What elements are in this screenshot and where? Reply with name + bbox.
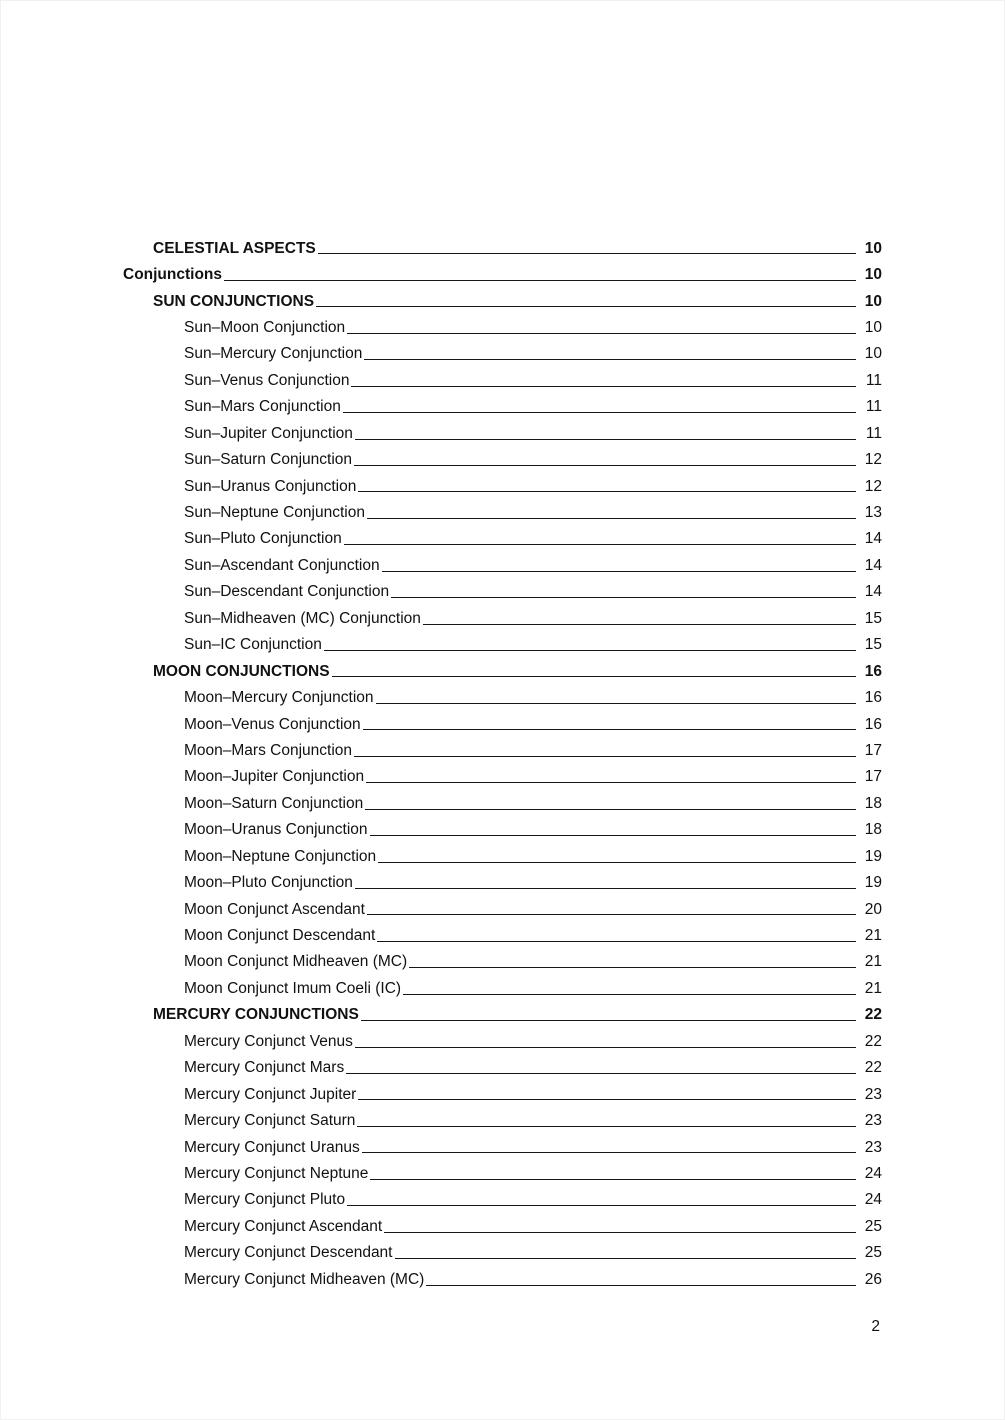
- toc-entry[interactable]: [123, 1209, 882, 1235]
- toc-leader-line: [355, 888, 856, 889]
- toc-leader-line: [423, 624, 856, 625]
- toc-entry-label: Moon–Neptune Conjunction: [184, 847, 377, 865]
- toc-entry[interactable]: [123, 284, 882, 310]
- toc-leader-line: [367, 914, 856, 915]
- toc-page-number: 23: [864, 1112, 882, 1130]
- toc-leader-line: [363, 729, 856, 730]
- toc-entry-label: MERCURY CONJUNCTIONS: [153, 1006, 359, 1024]
- toc-leader-line: [370, 835, 856, 836]
- toc-page-number: 13: [864, 504, 882, 521]
- toc-leader-line: [343, 412, 856, 413]
- toc-entry[interactable]: [123, 733, 882, 759]
- toc-page-number: 12: [864, 477, 882, 495]
- toc-page-number: 10: [864, 318, 882, 336]
- toc-entry-label: Sun–Jupiter Conjunction: [184, 424, 353, 442]
- toc-entry-label: Moon Conjunct Midheaven (MC): [184, 953, 408, 971]
- toc-entry-label: Conjunctions: [123, 266, 223, 284]
- toc-entry-label: Sun–Neptune Conjunction: [184, 504, 365, 521]
- toc-entry-label: Mercury Conjunct Ascendant: [184, 1217, 383, 1235]
- toc-page-number: 10: [864, 292, 882, 310]
- toc-entry[interactable]: [123, 548, 882, 574]
- toc-leader-line: [355, 439, 856, 440]
- toc-page-number: 16: [864, 689, 882, 707]
- toc-leader-line: [332, 676, 856, 677]
- toc-entry[interactable]: [123, 1103, 882, 1129]
- toc-entry[interactable]: [123, 786, 882, 812]
- toc-page-number: 14: [864, 530, 882, 548]
- toc-page-number: 25: [864, 1244, 882, 1262]
- toc-entry-label: Mercury Conjunct Neptune: [184, 1164, 369, 1182]
- toc-page-number: 21: [864, 927, 882, 944]
- toc-entry-label: Sun–Uranus Conjunction: [184, 477, 357, 495]
- toc-page-number: 19: [864, 847, 882, 865]
- toc-page-number: 18: [864, 821, 882, 839]
- toc-page-number: 14: [864, 583, 882, 601]
- toc-entry[interactable]: [123, 1156, 882, 1182]
- page-number: 2: [871, 1318, 880, 1335]
- toc-leader-line: [224, 280, 856, 281]
- toc-entry[interactable]: [123, 680, 882, 706]
- toc-page-number: 10: [864, 239, 882, 257]
- toc-leader-line: [366, 782, 856, 783]
- toc-page-number: 22: [864, 1032, 882, 1050]
- toc-leader-line: [426, 1285, 856, 1286]
- toc-entry[interactable]: [123, 337, 882, 363]
- toc-entry[interactable]: [123, 1183, 882, 1209]
- toc-leader-line: [395, 1258, 857, 1259]
- toc-page-number: 16: [864, 715, 882, 733]
- toc-entry-label: MOON CONJUNCTIONS: [153, 662, 330, 680]
- toc-leader-line: [318, 253, 856, 254]
- toc-entry[interactable]: [123, 257, 882, 283]
- toc-page-number: 15: [864, 636, 882, 654]
- toc-leader-line: [316, 306, 856, 307]
- toc-entry-label: Moon–Jupiter Conjunction: [184, 768, 365, 786]
- toc-page-number: 15: [864, 609, 882, 627]
- toc-entry[interactable]: [123, 945, 882, 971]
- toc-page-number: 21: [864, 979, 882, 997]
- toc-entry[interactable]: [123, 1130, 882, 1156]
- toc-leader-line: [391, 597, 856, 598]
- toc-page-number: 14: [864, 556, 882, 574]
- toc-entry-label: Mercury Conjunct Venus: [184, 1032, 353, 1050]
- toc-entry-label: Sun–Ascendant Conjunction: [184, 556, 380, 574]
- toc-leader-line: [361, 1020, 856, 1021]
- toc-entry[interactable]: [123, 390, 882, 416]
- toc-page-number: 23: [864, 1138, 882, 1156]
- toc-page-number: 19: [864, 874, 882, 892]
- toc-entry[interactable]: [123, 998, 882, 1024]
- toc-leader-line: [365, 809, 856, 810]
- toc-leader-line: [351, 386, 856, 387]
- toc-entry[interactable]: [123, 971, 882, 997]
- toc-entry-label: Mercury Conjunct Saturn: [184, 1112, 356, 1130]
- toc-entry-label: Mercury Conjunct Pluto: [184, 1191, 346, 1209]
- toc-leader-line: [376, 703, 856, 704]
- toc-page-number: 24: [864, 1191, 882, 1209]
- toc-page-number: 10: [864, 345, 882, 363]
- toc-entry-label: Moon–Uranus Conjunction: [184, 821, 368, 839]
- toc-entry-label: Moon–Mercury Conjunction: [184, 689, 374, 707]
- toc-entry[interactable]: [123, 495, 882, 521]
- toc-page-number: 22: [864, 1006, 882, 1024]
- toc-entry[interactable]: [123, 1051, 882, 1077]
- toc-leader-line: [344, 544, 856, 545]
- toc-leader-line: [354, 756, 856, 757]
- toc-entry-label: CELESTIAL ASPECTS: [153, 239, 316, 257]
- toc-page-number: 26: [864, 1270, 882, 1288]
- toc-entry-label: Sun–IC Conjunction: [184, 636, 322, 654]
- toc-entry-label: Moon Conjunct Descendant: [184, 927, 376, 944]
- toc-list: [123, 231, 882, 1289]
- toc-leader-line: [357, 1126, 856, 1127]
- toc-entry-label: Mercury Conjunct Midheaven (MC): [184, 1270, 425, 1288]
- toc-entry[interactable]: [123, 1262, 882, 1288]
- toc-page-number: 20: [864, 900, 882, 918]
- toc-entry-label: Moon–Pluto Conjunction: [184, 874, 353, 892]
- toc-page-number: 11: [865, 424, 882, 442]
- toc-entry[interactable]: [123, 363, 882, 389]
- toc-page-number: 17: [864, 768, 882, 786]
- toc-page-number: 21: [864, 953, 882, 971]
- toc-leader-line: [384, 1232, 856, 1233]
- toc-leader-line: [347, 1205, 856, 1206]
- toc-page-number: 12: [864, 451, 882, 469]
- toc-entry-label: Sun–Pluto Conjunction: [184, 530, 342, 548]
- toc-entry[interactable]: [123, 628, 882, 654]
- toc-leader-line: [354, 465, 856, 466]
- toc-entry[interactable]: [123, 1077, 882, 1103]
- toc-entry-label: Moon–Venus Conjunction: [184, 715, 361, 733]
- toc-entry-label: Moon–Saturn Conjunction: [184, 794, 364, 812]
- toc-leader-line: [355, 1047, 856, 1048]
- toc-page-number: 17: [864, 741, 882, 759]
- toc-entry[interactable]: [123, 1236, 882, 1262]
- toc-leader-line: [403, 994, 856, 995]
- toc-leader-line: [378, 862, 856, 863]
- toc-entry[interactable]: [123, 575, 882, 601]
- toc-entry[interactable]: [123, 707, 882, 733]
- toc-entry-label: Moon–Mars Conjunction: [184, 741, 353, 759]
- toc-entry[interactable]: [123, 310, 882, 336]
- toc-leader-line: [358, 1099, 856, 1100]
- toc-entry-label: Sun–Descendant Conjunction: [184, 583, 390, 601]
- toc-page-number: 11: [865, 371, 882, 389]
- toc-entry-label: Sun–Midheaven (MC) Conjunction: [184, 609, 421, 627]
- toc-entry-label: Mercury Conjunct Uranus: [184, 1138, 360, 1156]
- toc-entry[interactable]: [123, 1024, 882, 1050]
- toc-entry-label: Sun–Moon Conjunction: [184, 318, 346, 336]
- toc-leader-line: [347, 333, 856, 334]
- toc-entry[interactable]: [123, 918, 882, 944]
- toc-leader-line: [358, 491, 856, 492]
- toc-leader-line: [362, 1152, 856, 1153]
- toc-leader-line: [370, 1179, 856, 1180]
- toc-entry[interactable]: [123, 416, 882, 442]
- toc-entry-label: Sun–Mercury Conjunction: [184, 345, 363, 363]
- toc-entry[interactable]: [123, 522, 882, 548]
- toc-entry[interactable]: [123, 469, 882, 495]
- toc-entry-label: Sun–Venus Conjunction: [184, 371, 350, 389]
- toc-leader-line: [346, 1073, 856, 1074]
- toc-entry[interactable]: [123, 601, 882, 627]
- toc-entry-label: Sun–Saturn Conjunction: [184, 451, 353, 469]
- toc-entry-label: Moon Conjunct Imum Coeli (IC): [184, 979, 402, 997]
- toc-entry-label: Mercury Conjunct Mars: [184, 1059, 345, 1077]
- toc-entry[interactable]: [123, 654, 882, 680]
- toc-page-number: 24: [864, 1164, 882, 1182]
- toc-entry[interactable]: [123, 231, 882, 257]
- toc-page-number: 18: [864, 794, 882, 812]
- toc-leader-line: [409, 967, 856, 968]
- toc-leader-line: [382, 571, 856, 572]
- toc-entry[interactable]: [123, 866, 882, 892]
- toc-entry[interactable]: [123, 813, 882, 839]
- toc-page-number: 10: [864, 266, 882, 284]
- toc-entry[interactable]: [123, 443, 882, 469]
- toc-page-number: 22: [864, 1059, 882, 1077]
- toc-entry-label: Mercury Conjunct Jupiter: [184, 1085, 357, 1103]
- toc-entry-label: Moon Conjunct Ascendant: [184, 900, 365, 918]
- toc-entry-label: Sun–Mars Conjunction: [184, 398, 341, 416]
- toc-page-number: 25: [864, 1217, 882, 1235]
- toc-entry[interactable]: [123, 892, 882, 918]
- toc-leader-line: [324, 650, 856, 651]
- toc-leader-line: [367, 518, 856, 519]
- toc-leader-line: [377, 941, 856, 942]
- toc-page-number: 16: [864, 662, 882, 680]
- toc-page-number: 11: [865, 398, 882, 416]
- toc-page-number: 23: [864, 1085, 882, 1103]
- toc-leader-line: [364, 359, 856, 360]
- toc-entry[interactable]: [123, 839, 882, 865]
- toc-entry[interactable]: [123, 760, 882, 786]
- toc-entry-label: SUN CONJUNCTIONS: [153, 292, 315, 310]
- toc-entry-label: Mercury Conjunct Descendant: [184, 1244, 393, 1262]
